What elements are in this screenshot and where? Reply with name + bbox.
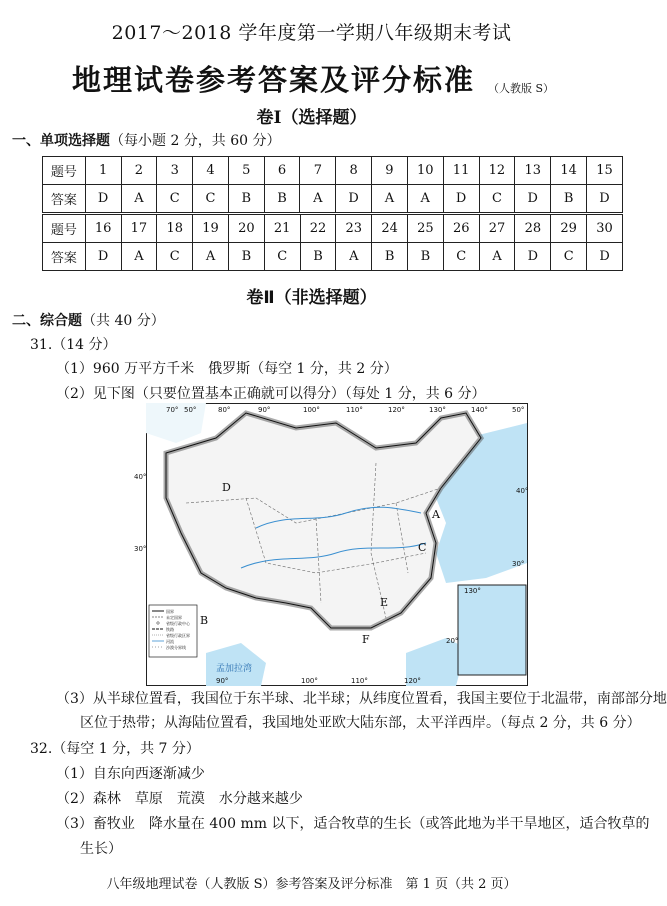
table-cell: 16 [85, 215, 121, 243]
table-cell: D [85, 243, 121, 271]
table-cell: 7 [300, 157, 336, 185]
table-cell: 11 [443, 157, 479, 185]
table-cell: C [157, 243, 193, 271]
table-cell: 8 [336, 157, 372, 185]
q31-part1: （1）960 万平方千米 俄罗斯（每空 1 分，共 2 分） [56, 361, 398, 377]
q31-heading: 31.（14 分） [30, 337, 117, 353]
table-cell: A [193, 243, 229, 271]
lon-label: 110° [351, 677, 368, 685]
table-cell: 5 [228, 157, 264, 185]
table-cell: 2 [121, 157, 157, 185]
table-cell: 12 [479, 157, 515, 185]
q32-heading: 32.（每空 1 分，共 7 分） [30, 741, 200, 757]
table-cell: 19 [193, 215, 229, 243]
map-label-d: D [222, 481, 231, 494]
table-cell: C [551, 243, 587, 271]
table-cell: A [479, 243, 515, 271]
table-cell: A [121, 185, 157, 213]
section-2-heading [12, 310, 165, 330]
table-cell: 25 [408, 215, 444, 243]
table-cell: B [408, 243, 444, 271]
legend-item: 省级行政中心 [166, 621, 190, 626]
table-cell: A [336, 243, 372, 271]
table-cell: 1 [85, 157, 121, 185]
table-cell: A [121, 243, 157, 271]
table-cell: 30 [587, 215, 623, 243]
section-1-note: （每小题 2 分，共 60 分） [110, 133, 281, 149]
lat-label: 40° [134, 473, 147, 481]
table-cell: B [264, 185, 300, 213]
table-row [43, 215, 623, 243]
table-cell: 4 [193, 157, 229, 185]
table-cell: 22 [300, 215, 336, 243]
table-cell: A [300, 185, 336, 213]
lon-label: 80° [218, 406, 231, 414]
table-cell: 15 [587, 157, 623, 185]
table-cell: B [551, 185, 587, 213]
table-cell: 13 [515, 157, 551, 185]
q32-part3-line2: 生长） [80, 841, 122, 857]
lon-label: 100° [301, 677, 318, 685]
lat-label: 20° [446, 637, 459, 645]
map-label-b: B [200, 614, 209, 627]
q31-part3-line2: 区位于热带；从海陆位置看，我国地处亚欧大陆东部，太平洋西岸。（每点 2 分，共 6 分） [80, 715, 641, 731]
table-cell: D [587, 243, 623, 271]
legend-item: 国界 [166, 609, 174, 614]
table-cell: A [372, 185, 408, 213]
legend-item: 未定国界 [166, 615, 182, 620]
lon-label: 90° [258, 406, 271, 414]
lat-label: 30° [512, 560, 525, 568]
exam-title: 2017～2018 学年度第一学期八年级期末考试 [111, 22, 512, 44]
row-header: 题号 [43, 215, 86, 243]
row-header: 答案 [43, 185, 86, 213]
table-cell: 6 [264, 157, 300, 185]
lon-label: 100° [303, 406, 320, 414]
lat-label: 40° [516, 487, 529, 495]
table-cell: D [336, 185, 372, 213]
china-map [134, 403, 529, 686]
table-cell: D [515, 243, 551, 271]
main-title: 地理试卷参考答案及评分标准 [72, 63, 476, 97]
table-cell: D [443, 185, 479, 213]
lon-label: 90° [216, 677, 229, 685]
page-footer: 八年级地理试卷（人教版 S）参考答案及评分标准 第 1 页（共 2 页） [106, 877, 517, 892]
table-cell: 24 [372, 215, 408, 243]
table-cell: 21 [264, 215, 300, 243]
lon-label: 120° [404, 677, 421, 685]
table-row [43, 185, 623, 213]
table-cell: C [264, 243, 300, 271]
legend-item: 铁路 [166, 627, 174, 632]
answer-table-1 [42, 156, 623, 213]
table-cell: D [85, 185, 121, 213]
table-cell: 28 [515, 215, 551, 243]
edition-label: （人教版 S） [488, 82, 555, 95]
map-label-c: C [418, 541, 427, 554]
table-cell: C [443, 243, 479, 271]
lon-label: 50° [512, 406, 525, 414]
table-cell: C [193, 185, 229, 213]
q32-part1: （1）自东向西逐渐减少 [56, 766, 205, 782]
lon-label: 50° [184, 406, 197, 414]
q32-part3-line1: （3）畜牧业 降水量在 400 mm 以下，适合牧草的生长（或答此地为半干旱地区，适合牧草的 [56, 816, 650, 832]
volume-2-title: 卷Ⅱ（非选择题） [246, 288, 377, 308]
map-label-a: A [432, 508, 440, 521]
lon-label: 130° [429, 406, 446, 414]
map-label-e: E [380, 596, 389, 609]
table-cell: D [587, 185, 623, 213]
table-cell: 26 [443, 215, 479, 243]
legend-item: 省级行政区界 [166, 633, 190, 638]
inset-lon-label: 130° [464, 587, 481, 595]
table-row [43, 157, 623, 185]
table-cell: 14 [551, 157, 587, 185]
table-cell: B [372, 243, 408, 271]
lon-label: 110° [346, 406, 363, 414]
q31-part2: （2）见下图（只要位置基本正确就可以得分）（每处 1 分，共 6 分） [56, 386, 486, 402]
section-2-label: 二、综合题 [12, 313, 82, 329]
lon-label: 70° [166, 406, 179, 414]
section-2-note: （共 40 分） [82, 313, 165, 329]
table-cell: 3 [157, 157, 193, 185]
sea-label: 孟加拉湾 [216, 664, 253, 674]
table-cell: 10 [407, 157, 443, 185]
table-cell: 23 [336, 215, 372, 243]
q31-part3-line1: （3）从半球位置看，我国位于东半球、北半球；从纬度位置看，我国主要位于北温带，南部部分地 [56, 691, 667, 707]
legend-item: 沙漠分界线 [166, 645, 186, 650]
table-row [43, 243, 623, 271]
table-cell: 29 [551, 215, 587, 243]
row-header: 答案 [43, 243, 86, 271]
table-cell: D [515, 185, 551, 213]
table-cell: B [300, 243, 336, 271]
map-label-f: F [362, 633, 370, 646]
section-1-label: 一、单项选择题 [12, 133, 110, 149]
lon-label: 140° [471, 406, 488, 414]
q32-part2: （2）森林 草原 荒漠 水分越来越少 [56, 791, 303, 807]
table-cell: 17 [121, 215, 157, 243]
legend-item: 河流 [166, 639, 174, 644]
table-cell: A [407, 185, 443, 213]
table-cell: B [228, 185, 264, 213]
table-cell: 27 [479, 215, 515, 243]
row-header: 题号 [43, 157, 86, 185]
lat-label: 30° [134, 545, 147, 553]
section-1-heading [12, 130, 281, 150]
volume-1-title: 卷Ⅰ（选择题） [256, 108, 367, 128]
lon-label: 120° [388, 406, 405, 414]
table-cell: 18 [157, 215, 193, 243]
answer-table-2 [42, 214, 623, 271]
table-cell: B [228, 243, 264, 271]
table-cell: C [157, 185, 193, 213]
table-cell: 20 [228, 215, 264, 243]
table-cell: C [479, 185, 515, 213]
table-cell: 9 [372, 157, 408, 185]
